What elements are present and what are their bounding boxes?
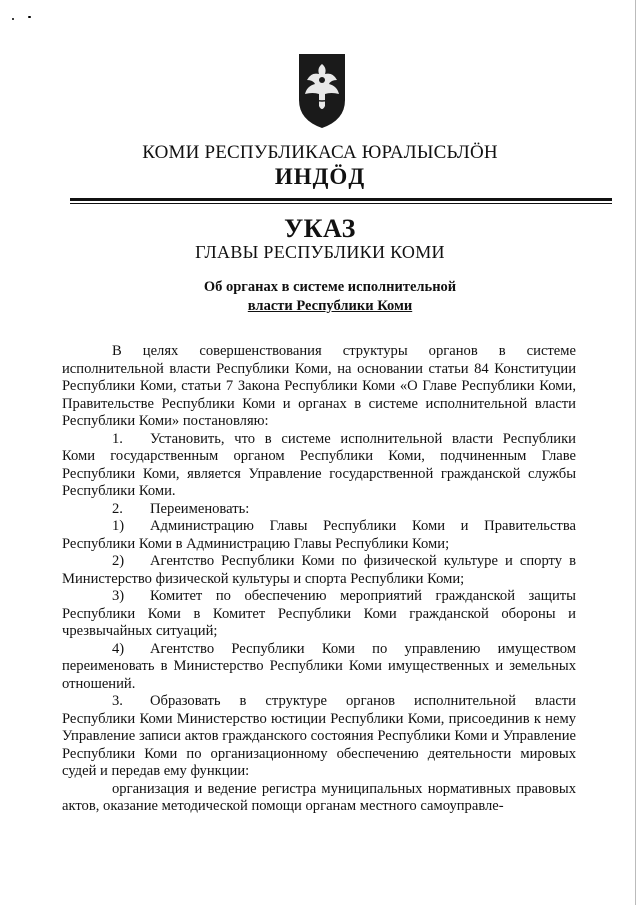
header-rule <box>70 198 612 201</box>
item-number: 1) <box>112 518 125 534</box>
document-issuer: ГЛАВЫ РЕСПУБЛИКИ КОМИ <box>195 242 445 262</box>
scan-speck <box>28 16 31 18</box>
list-item <box>62 501 576 519</box>
item-number: 2) <box>112 553 125 569</box>
item-text: Установить, что в системе исполнительной власти Республики Коми государственным органом Республики Коми, подчиненным Главе Республики Коми, является Управление государственной гражданской службы Республики Коми. <box>62 430 576 499</box>
list-item <box>62 518 576 553</box>
item-text: Агентство Республики Коми по управлению имуществом переименовать в Министерство Республики Коми имущественных и земельных отношений. <box>62 640 576 692</box>
header-rule-thin <box>70 203 612 204</box>
item-text: Агентство Республики Коми по физической культуре и спорту в Министерство физической культуры и спорта Республики Коми; <box>62 553 576 587</box>
list-item <box>62 431 576 501</box>
list-item <box>62 588 576 641</box>
header-doc-kind: ИНДÖД <box>274 164 366 189</box>
scan-speck <box>12 18 14 20</box>
item-number: 4) <box>112 640 125 657</box>
item-number: 2. <box>112 500 123 517</box>
item-number: 3) <box>112 588 125 604</box>
list-item <box>62 693 576 781</box>
scan-edge <box>635 0 636 905</box>
item-text: Администрацию Главы Республики Коми и Правительства Республики Коми в Администрацию Главы Республики Коми; <box>62 518 576 552</box>
document-type: УКАЗ <box>284 214 356 243</box>
list-item <box>62 641 576 694</box>
list-item <box>62 553 576 588</box>
subject-line: власти Республики Коми <box>247 298 413 314</box>
item-number: 1. <box>112 430 123 447</box>
coat-of-arms-icon <box>297 50 347 130</box>
item-text: Комитет по обеспечению мероприятий гражданской защиты Республики Коми в Комитет Республики Коми гражданской обороны и чрезвычайных ситуаций; <box>62 588 576 639</box>
document-body <box>62 343 576 816</box>
document-subject <box>0 278 640 316</box>
item-text: Образовать в структуре органов исполнительной власти Республики Коми Министерство юстиции Республики Коми, присоединив к нему Управление записи актов гражданского состояния Республики Коми и Управление Республики Коми по организационному обеспечению деятельности мировых судей и передав ему функции: <box>62 693 576 779</box>
subject-line: Об органах в системе исполнительной <box>203 279 457 295</box>
item-number: 3. <box>112 693 123 709</box>
trailing-paragraph: организация и ведение регистра муниципальных нормативных правовых актов, оказание методической помощи органам местного самоуправле- <box>62 780 576 814</box>
item-text: Переименовать: <box>150 500 250 517</box>
header-republic-name: КОМИ РЕСПУБЛИКАСА ЮРАЛЫСЬЛÖН <box>142 142 498 163</box>
preamble-paragraph: В целях совершенствования структуры органов в системе исполнительной власти Республики Коми, на основании статьи 84 Конституции Республики Коми, статьи 7 Закона Республики Коми «О Главе Республики Коми, Правительстве Республики Коми и органах в системе исполнительной власти Республики Коми» постановляю: <box>62 343 576 429</box>
